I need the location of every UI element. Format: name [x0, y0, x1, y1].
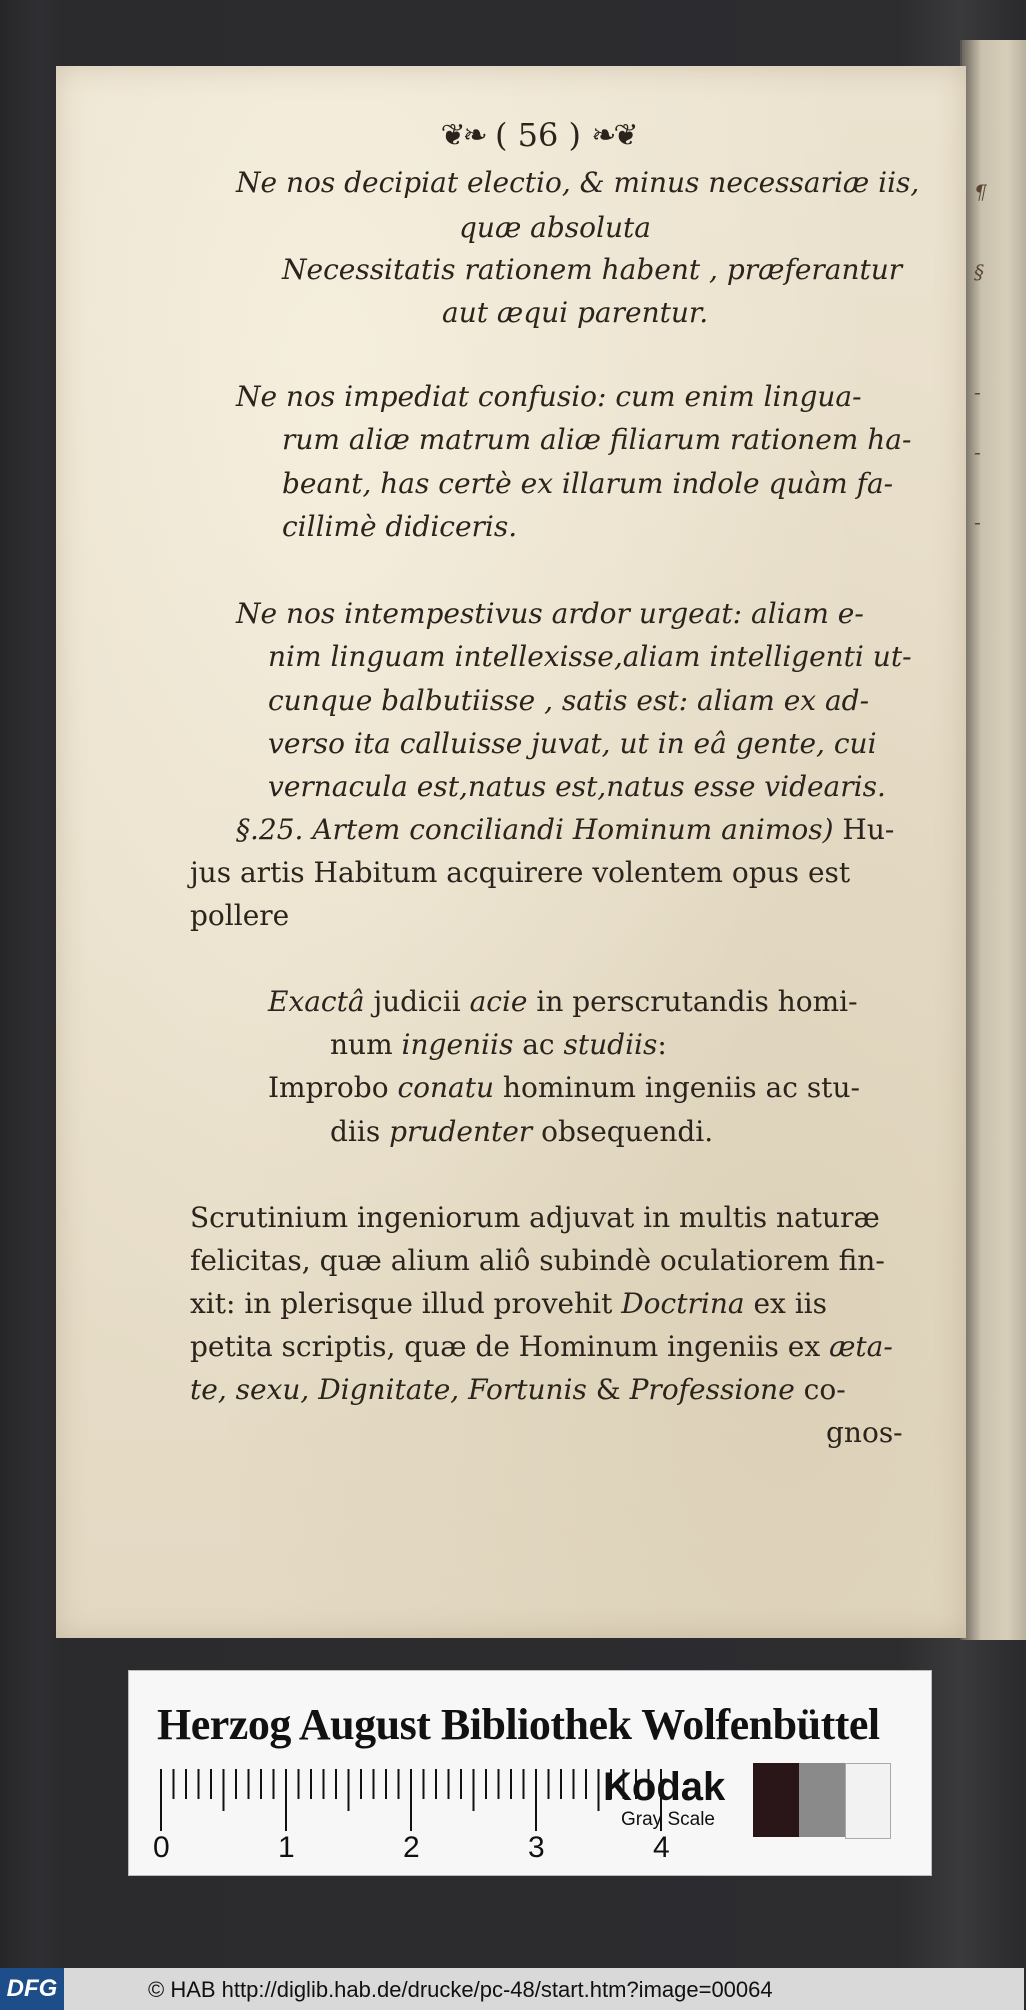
text-segment: judicii [364, 985, 470, 1018]
text-segment: gnos- [826, 1416, 903, 1449]
text-segment: te, sexu, Dignitate, Fortunis [190, 1373, 587, 1406]
text-line [190, 1330, 893, 1363]
copyright-credit: © HAB http://diglib.hab.de/drucke/pc-48/start.htm?image=00064 [148, 1977, 773, 2002]
gray-swatch-light [845, 1763, 891, 1839]
text-line [442, 296, 709, 329]
dfg-logo: DFG [0, 1968, 64, 2010]
text-segment: aut æqui parentur. [442, 296, 709, 329]
text-line [330, 1115, 714, 1148]
text-line [190, 899, 290, 932]
text-line [330, 1028, 667, 1061]
text-line [268, 727, 877, 760]
text-segment: beant, has certè ex illarum indole quàm fa- [282, 467, 894, 500]
text-segment: xit: in plerisque illud provehit [190, 1287, 622, 1320]
text-line [190, 1244, 885, 1277]
text-segment: cillimè didiceris. [282, 510, 518, 543]
ruler-number: 4 [653, 1831, 670, 1864]
text-segment: vernacula est,natus est,natus esse videaris. [268, 770, 886, 803]
text-line [282, 253, 903, 286]
ruler-number: 0 [153, 1831, 170, 1864]
gray-swatch-dark [753, 1763, 799, 1837]
text-line [282, 467, 894, 500]
text-line [190, 1373, 846, 1406]
text-line [282, 510, 518, 543]
text-line [236, 380, 862, 413]
text-segment: §.25. Artem conciliandi Hominum animos) [236, 813, 834, 846]
text-segment: jus artis Habitum acquirere volentem opus est [190, 856, 851, 889]
text-segment: conatu [397, 1071, 495, 1104]
text-segment: pollere [190, 899, 290, 932]
page-header [418, 116, 658, 156]
ruler-number: 3 [528, 1831, 545, 1864]
text-segment: hominum ingeniis ac stu- [494, 1071, 860, 1104]
text-segment: acie [469, 985, 528, 1018]
edge-mark: - [974, 380, 981, 404]
text-segment: : [657, 1028, 667, 1061]
text-segment: ingeniis [401, 1028, 514, 1061]
text-segment: petita scriptis, quæ de Hominum ingeniis ex [190, 1330, 830, 1363]
text-segment: studiis [563, 1028, 658, 1061]
text-line [268, 640, 912, 673]
ruler-number: 2 [403, 1831, 420, 1864]
text-segment: prudenter [389, 1115, 533, 1148]
text-segment: Exactâ [268, 985, 365, 1018]
text-line [268, 985, 858, 1018]
text-line [190, 1201, 880, 1234]
text-segment: Improbo [268, 1071, 398, 1104]
next-page-edge [960, 40, 1026, 1640]
text-segment: Necessitatis rationem habent , præferantur [282, 253, 903, 286]
text-segment: æta- [829, 1330, 893, 1363]
text-segment: Ne nos intempestivus ardor urgeat: aliam e- [236, 597, 864, 630]
text-line [268, 684, 870, 717]
edge-mark: - [974, 440, 981, 464]
text-line [268, 770, 886, 803]
text-line [236, 813, 895, 846]
text-line [268, 1071, 860, 1104]
text-segment: in perscrutandis homi- [527, 985, 858, 1018]
text-segment: nim linguam intellexisse,aliam intelligenti ut- [268, 640, 912, 673]
text-segment: verso ita calluisse juvat, ut in eâ gente, cui [268, 727, 877, 760]
library-name: Herzog August Bibliothek Wolfenbüttel [157, 1700, 880, 1749]
kodak-brand: Kodak [603, 1765, 726, 1809]
text-line [236, 166, 920, 199]
text-line [459, 211, 651, 244]
page-number: ( 56 ) [494, 116, 582, 154]
text-segment: felicitas, quæ alium aliô subindè oculatiorem fin- [190, 1244, 885, 1277]
viewer-footer [0, 1968, 1024, 2010]
text-segment: rum aliæ matrum aliæ filiarum rationem ha- [282, 423, 912, 456]
kodak-gray-scale-label: Gray Scale [621, 1809, 715, 1830]
text-segment: ac [513, 1028, 564, 1061]
text-line [190, 856, 851, 889]
edge-mark: ¶ [974, 180, 987, 204]
text-segment: co- [794, 1373, 846, 1406]
text-line [282, 423, 912, 456]
ornament-left-icon: ❦❧ [440, 118, 485, 153]
color-calibration-bar [128, 1670, 932, 1876]
text-segment: Hu- [833, 813, 895, 846]
text-segment: num [330, 1028, 402, 1061]
text-segment: Doctrina [621, 1287, 745, 1320]
text-segment: quæ absoluta [459, 211, 651, 244]
text-segment: cunque balbutiisse , satis est: aliam ex ad- [268, 684, 870, 717]
ornament-right-icon: ❧❦ [591, 118, 636, 153]
text-segment: Professione [629, 1373, 795, 1406]
text-segment: diis [330, 1115, 390, 1148]
text-segment: Ne nos decipiat electio, & minus necessariæ iis, [236, 166, 920, 199]
text-segment: Scrutinium ingeniorum adjuvat in multis naturæ [190, 1201, 880, 1234]
book-page [56, 66, 966, 1638]
text-line [826, 1416, 903, 1449]
text-segment: Ne nos impediat confusio: cum enim lingua- [236, 380, 862, 413]
text-segment: ex iis [744, 1287, 827, 1320]
text-segment: & [586, 1373, 630, 1406]
gray-swatch-mid [799, 1763, 845, 1837]
ruler-number: 1 [278, 1831, 295, 1864]
edge-mark: - [974, 510, 981, 534]
text-line [190, 1287, 827, 1320]
text-line [236, 597, 864, 630]
text-segment: obsequendi. [532, 1115, 714, 1148]
edge-mark: § [974, 260, 984, 284]
